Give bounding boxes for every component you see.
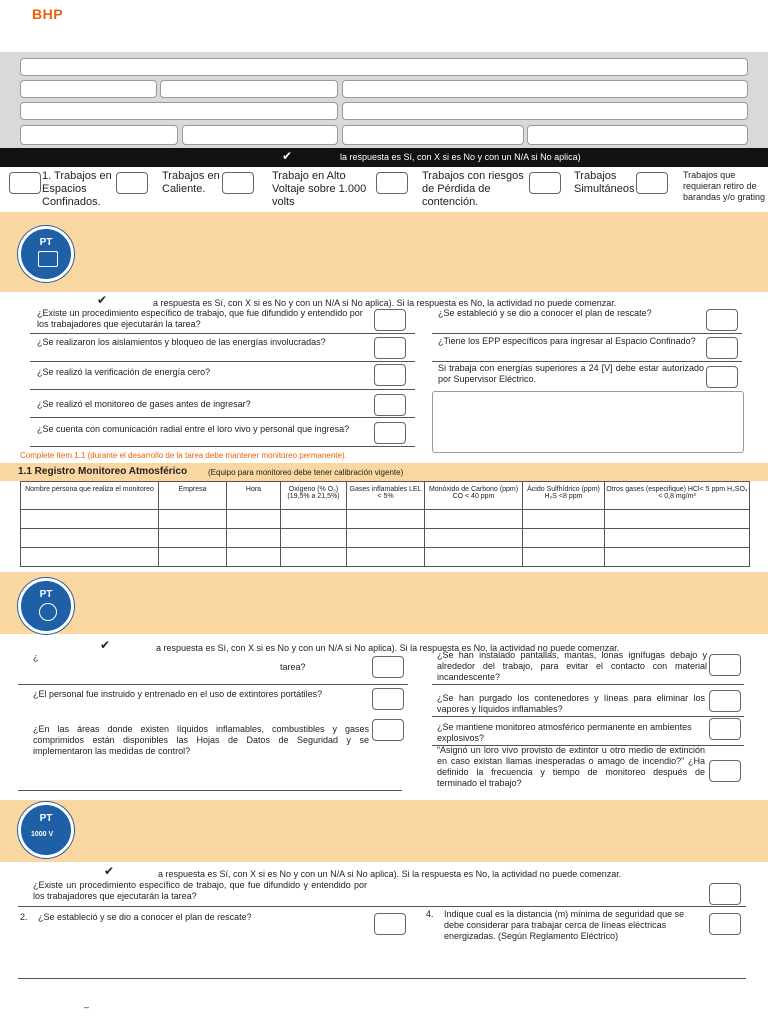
col-header: Oxígeno (% O₂) (19,5% a 21,5%) xyxy=(281,482,347,510)
instruction-bar-text: la respuesta es Sí, con X si es No y con un N/A si No aplica) xyxy=(340,152,581,162)
header-fields-area xyxy=(0,52,768,148)
table-row xyxy=(21,510,750,529)
monitoring-header-band xyxy=(0,463,768,481)
divider xyxy=(30,389,415,390)
work-type-checkbox-1[interactable] xyxy=(9,172,41,194)
divider xyxy=(432,361,742,362)
col-header: Ácido Sulfhídrico (ppm) H₂S <8 ppm xyxy=(523,482,605,510)
s2-answer-1[interactable] xyxy=(372,656,404,678)
monitoring-title: 1.1 Registro Monitoreo Atmosférico xyxy=(18,466,188,477)
checkmark-icon: ✔ xyxy=(100,638,111,652)
header-field-5[interactable] xyxy=(20,102,338,120)
divider xyxy=(18,978,746,979)
table-cell[interactable] xyxy=(227,548,281,567)
footer-dash: – xyxy=(84,1002,90,1012)
col-header: Hora xyxy=(227,482,281,510)
table-cell[interactable] xyxy=(227,510,281,529)
table-cell[interactable] xyxy=(21,510,159,529)
s3-question-1: ¿Existe un procedimiento específico de trabajo, que fue difundido y entendido por los trabajadores que ejecutarán la tarea? xyxy=(33,880,367,901)
table-cell[interactable] xyxy=(605,510,750,529)
table-cell[interactable] xyxy=(21,529,159,548)
divider xyxy=(30,333,415,334)
divider xyxy=(30,446,415,447)
s1-question-1: ¿Existe un procedimiento específico de trabajo, que fue difundido y entendido por los trabajadores que ejecutarán la tarea? xyxy=(37,308,363,329)
s2-question-4: ¿Se han purgado los contenedores y líneas para eliminar los vapores y líquidos inflamables? xyxy=(437,693,705,714)
work-type-checkbox-2[interactable] xyxy=(116,172,148,194)
table-cell[interactable] xyxy=(281,548,347,567)
hot-work-badge xyxy=(18,578,74,634)
confined-space-badge xyxy=(18,226,74,282)
bhp-logo: BHP xyxy=(32,6,64,22)
work-type-label-1: 1. Trabajos en Espacios Confinados. xyxy=(42,170,112,208)
s1-question-5: ¿Se realizó la verificación de energía cero? xyxy=(37,367,211,377)
col-header: Nombre persona que realiza el monitoreo xyxy=(21,482,159,510)
monitoring-table xyxy=(20,481,750,567)
confined-space-icon xyxy=(38,251,58,267)
table-cell[interactable] xyxy=(281,529,347,548)
s3-answer-1[interactable] xyxy=(709,883,741,905)
s1-answer-2[interactable] xyxy=(706,309,738,331)
s3-question-2: ¿Se estableció y se dio a conocer el plan de rescate? xyxy=(38,912,252,922)
table-cell[interactable] xyxy=(347,510,425,529)
work-type-label-3: Trabajo en Alto Voltaje sobre 1.000 volts xyxy=(272,170,367,208)
section-confined-space-band xyxy=(0,212,768,292)
divider xyxy=(18,684,408,685)
header-field-4[interactable] xyxy=(342,80,748,98)
section-high-voltage-band xyxy=(0,800,768,862)
work-type-label-5: Trabajos Simultáneos xyxy=(574,170,635,195)
section1-instruction: a respuesta es Sí, con X si es No y con un N/A si No aplica). Si la respuesta es No, la actividad no puede comenzar. xyxy=(153,298,617,308)
s2-answer-4[interactable] xyxy=(709,690,741,712)
monitoring-subtitle: (Equipo para monitoreo debe tener calibración vigente) xyxy=(208,468,404,477)
table-cell[interactable] xyxy=(425,548,523,567)
table-cell[interactable] xyxy=(605,529,750,548)
s3-question-2-number: 2. xyxy=(20,912,28,922)
badge-pt-label: PT xyxy=(39,813,53,824)
table-cell[interactable] xyxy=(425,510,523,529)
hot-work-icon xyxy=(39,603,57,621)
table-cell[interactable] xyxy=(523,510,605,529)
work-type-label-4: Trabajos con riesgos de Pérdida de contención. xyxy=(422,170,524,208)
divider xyxy=(30,361,415,362)
s2-question-6: ¿Se mantiene monitoreo atmosférico permanente en ambientes explosivos? xyxy=(437,722,692,743)
s1-question-3: ¿Se realizaron los aislamientos y bloqueo de las energías involucradas? xyxy=(37,337,326,347)
s3-answer-2[interactable] xyxy=(374,913,406,935)
s2-question-3: ¿El personal fue instruido y entrenado en el uso de extintores portátiles? xyxy=(33,689,323,699)
table-cell[interactable] xyxy=(347,548,425,567)
work-type-checkbox-5[interactable] xyxy=(529,172,561,194)
s1-answer-4[interactable] xyxy=(706,337,738,359)
header-field-6[interactable] xyxy=(342,102,748,120)
section-hot-work-band xyxy=(0,572,768,634)
header-field-2[interactable] xyxy=(20,80,157,98)
col-header: Monóxido de Carbono (ppm) CO < 40 ppm xyxy=(425,482,523,510)
table-cell[interactable] xyxy=(281,510,347,529)
col-header: Gases inflamables LEL < 5% xyxy=(347,482,425,510)
header-field-10[interactable] xyxy=(527,125,748,145)
s2-question-5: ¿En las áreas donde existen líquidos inflamables, combustibles y gases comprimidos están disponibles las Hojas de Datos de Seguridad y se implementaron las medidas de control? xyxy=(33,724,369,756)
s2-question-2: ¿Se han instalado pantallas, mantas, lonas ignífugas debajo y alrededor del trabajo, para evitar el contacto con material incandescente? xyxy=(437,650,707,682)
header-field-7[interactable] xyxy=(20,125,178,145)
divider xyxy=(30,417,415,418)
header-field-1[interactable] xyxy=(20,58,748,76)
s1-question-4: ¿Tiene los EPP específicos para ingresar al Espacio Confinado? xyxy=(438,336,696,346)
divider xyxy=(432,684,744,685)
table-cell[interactable] xyxy=(523,548,605,567)
s1-question-2: ¿Se estableció y se dio a conocer el plan de rescate? xyxy=(438,308,652,318)
table-cell[interactable] xyxy=(159,529,227,548)
table-cell[interactable] xyxy=(347,529,425,548)
work-type-label-2: Trabajos en Caliente. xyxy=(162,170,220,195)
work-type-checkbox-3[interactable] xyxy=(222,172,254,194)
work-type-checkbox-6[interactable] xyxy=(636,172,668,194)
s1-notes-box[interactable] xyxy=(432,391,744,453)
header-field-3[interactable] xyxy=(160,80,338,98)
divider xyxy=(432,716,744,717)
table-cell[interactable] xyxy=(605,548,750,567)
s1-question-6: Si trabaja con energías superiores a 24 [V] debe estar autorizado por Supervisor Eléctrico. xyxy=(438,363,704,384)
s1-answer-3[interactable] xyxy=(374,337,406,359)
work-type-label-6: Trabajos que requieran retiro de barandas y/o grating xyxy=(683,170,766,202)
header-field-9[interactable] xyxy=(342,125,524,145)
s3-answer-4[interactable] xyxy=(709,913,741,935)
section3-instruction: a respuesta es Sí, con X si es No y con un N/A si No aplica). Si la respuesta es No, la actividad no puede comenzar. xyxy=(158,869,622,879)
work-type-checkbox-4[interactable] xyxy=(376,172,408,194)
s2-question-1a: ¿ xyxy=(33,652,39,662)
col-header: Empresa xyxy=(159,482,227,510)
s2-question-7: “Asignó un loro vivo provisto de extintor u otro medio de extinción en caso existan llamas inesperadas o amago de incendio?” ¿Ha definido la frecuencia y tiempo de monitoreo después de terminado el trabajo? xyxy=(437,745,705,788)
divider xyxy=(18,906,746,907)
checkmark-icon: ✔ xyxy=(97,293,108,307)
table-row xyxy=(21,529,750,548)
instruction-bar xyxy=(0,148,768,167)
divider xyxy=(18,790,402,791)
s1-monitoring-note: Complete ítem 1.1 (durante el desarrollo de la tarea debe mantener monitoreo permanente). xyxy=(20,451,347,460)
table-cell[interactable] xyxy=(21,548,159,567)
header-field-8[interactable] xyxy=(182,125,338,145)
table-row xyxy=(21,548,750,567)
table-cell[interactable] xyxy=(159,548,227,567)
s1-answer-5[interactable] xyxy=(374,364,406,386)
s2-answer-6[interactable] xyxy=(709,718,741,740)
col-header: Otros gases (especifique) HCl< 5 ppm H₂SO₄ < 0,8 mg/m³ xyxy=(605,482,750,510)
section2-instruction: a respuesta es Sí, con X si es No y con un N/A si No aplica). Si la respuesta es No, la actividad no puede comenzar. xyxy=(156,643,620,653)
s1-answer-6[interactable] xyxy=(706,366,738,388)
table-cell[interactable] xyxy=(227,529,281,548)
s3-question-4-number: 4. xyxy=(426,909,434,919)
s2-answer-5[interactable] xyxy=(372,719,404,741)
s2-answer-7[interactable] xyxy=(709,760,741,782)
s1-answer-1[interactable] xyxy=(374,309,406,331)
s2-question-1b: tarea? xyxy=(280,662,306,672)
s1-question-8: ¿Se cuenta con comunicación radial entre el loro vivo y personal que ingresa? xyxy=(37,424,350,434)
voltage-label: 1000 V xyxy=(31,831,54,838)
s1-answer-7[interactable] xyxy=(374,394,406,416)
badge-pt-label: PT xyxy=(39,237,53,248)
checkmark-icon: ✔ xyxy=(282,149,293,163)
badge-pt-label: PT xyxy=(39,589,53,600)
s2-answer-2[interactable] xyxy=(709,654,741,676)
high-voltage-badge xyxy=(18,802,74,858)
table-cell[interactable] xyxy=(523,529,605,548)
checkmark-icon: ✔ xyxy=(104,864,115,878)
table-cell[interactable] xyxy=(159,510,227,529)
s1-question-7: ¿Se realizó el monitoreo de gases antes de ingresar? xyxy=(37,399,251,409)
table-cell[interactable] xyxy=(425,529,523,548)
s1-answer-8[interactable] xyxy=(374,422,406,444)
s3-question-4: Indique cual es la distancia (m) mínima de seguridad que se debe considerar para trabajar cerca de líneas eléctricas energizadas. (Según Reglamento Eléctrico) xyxy=(444,909,685,941)
s2-answer-3[interactable] xyxy=(372,688,404,710)
divider xyxy=(432,333,742,334)
